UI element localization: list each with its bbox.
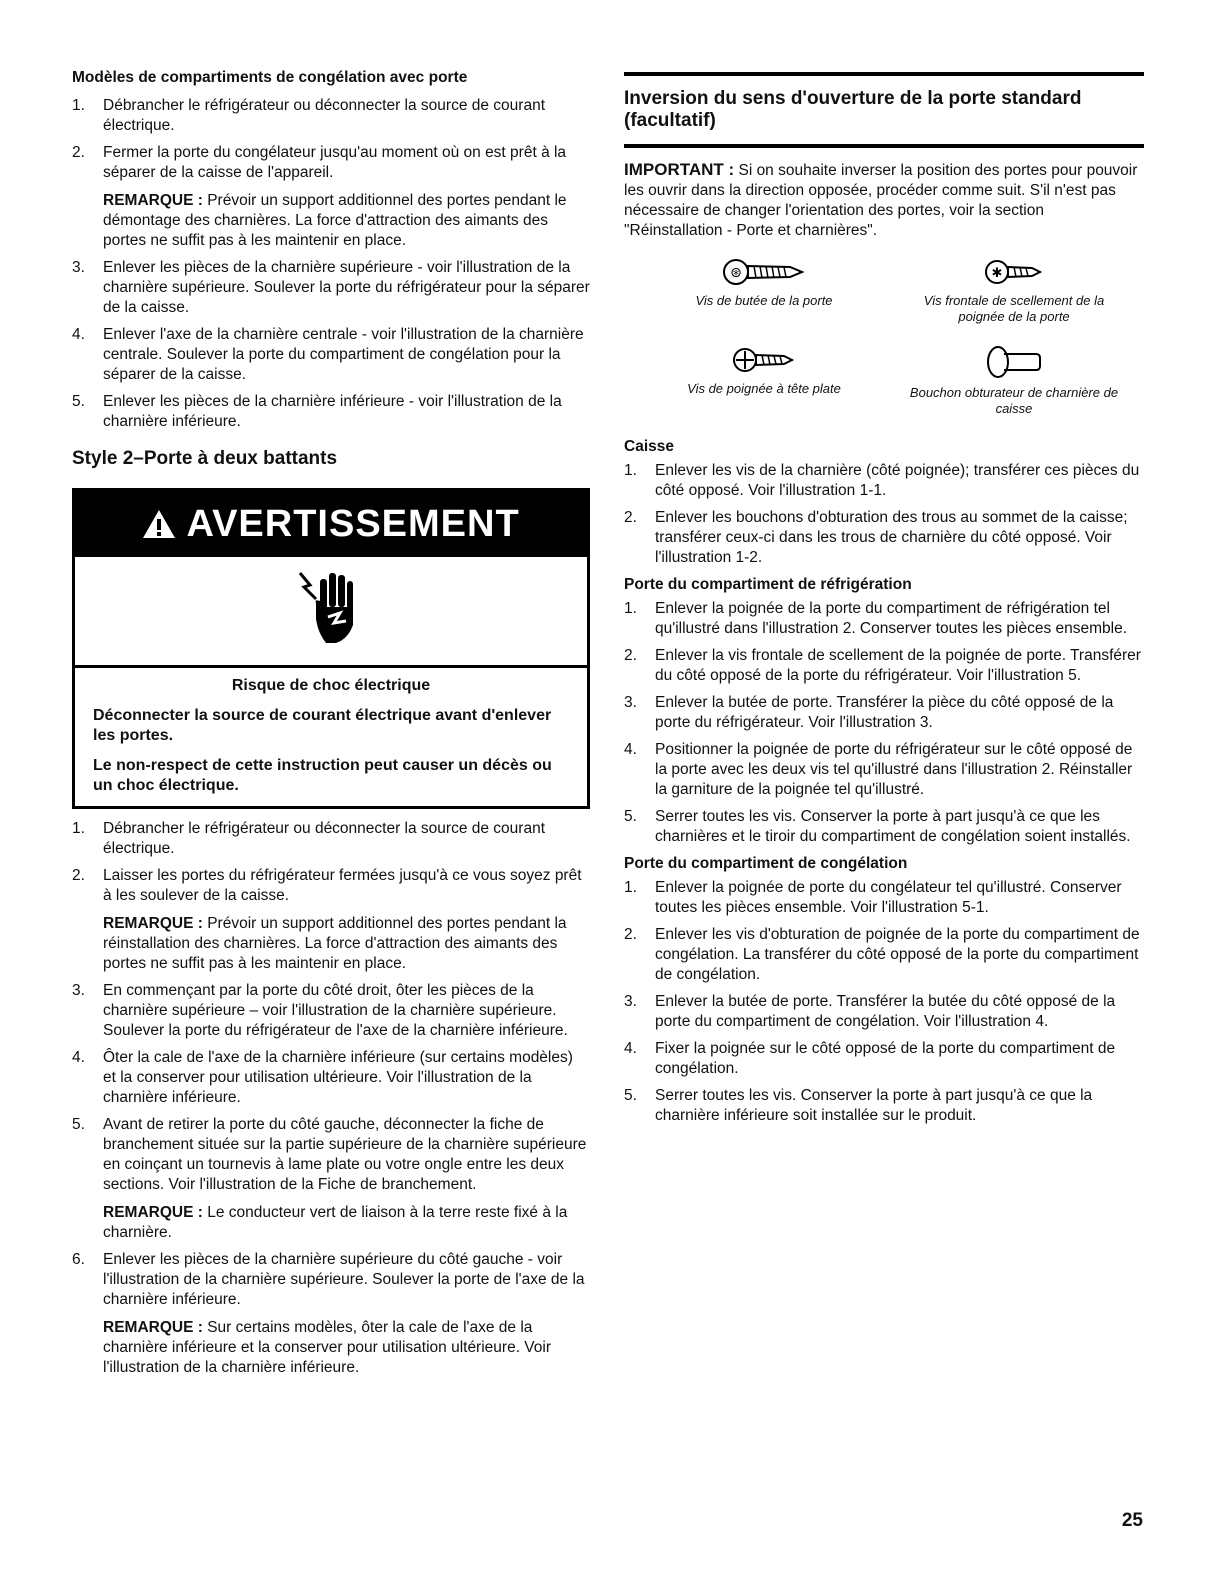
freezer-models-steps xyxy=(72,96,590,432)
list-item: 4. Fixer la poignée sur le côté opposé de la porte du compartiment de congélation. xyxy=(624,1040,1116,1077)
shock-hazard-area xyxy=(75,557,587,668)
refrig-door-heading: Porte du compartiment de réfrigération xyxy=(624,576,912,593)
part-door-stop-screw: ⊛ Vis de butée de la porte xyxy=(664,257,864,309)
warning-header xyxy=(75,491,587,557)
list-item: 1. Enlever les vis de la charnière (côté poignée); transférer ces pièces du côté opposé. Voir l'illustration 1-1. xyxy=(624,462,1140,499)
warning-risk: Risque de choc électrique xyxy=(231,677,431,694)
list-item: 2. Enlever la vis frontale de scellement de la poignée de porte. Transférer du côté opposé de la porte du réfrigérateur. Voir l'illustration 5. xyxy=(624,647,1141,684)
list-item: 5. Enlever les pièces de la charnière inférieure - voir l'illustration de la charnière inférieure. xyxy=(72,393,562,430)
list-item: 1. Débrancher le réfrigérateur ou déconnecter la source de courant électrique. xyxy=(72,97,546,134)
section-title: Inversion du sens d'ouverture de la porte standard (facultatif) xyxy=(624,76,1144,148)
page-number: 25 xyxy=(1121,1510,1143,1531)
list-item: 5. Avant de retirer la porte du côté gauche, déconnecter la fiche de branchement située sur la partie supérieure de la charnière supérieure en coinçant un tournevis à lame plate ou votre ongle entre les deux sections. Voir l'illustration de la Fiche de branchement. REMARQUE : Le conducteur vert de liaison à la terre reste fixé à la charnière. xyxy=(72,1115,590,1243)
style2-heading: Style 2–Porte à deux battants xyxy=(72,448,338,469)
svg-text:⊛: ⊛ xyxy=(730,265,742,281)
important-paragraph: IMPORTANT : Si on souhaite inverser la position des portes pour pouvoir les ouvrir dans la direction opposée, procéder comme suit. S'il n'est pas nécessaire de changer l'orientation des portes, voir la section "Réinstallation - Porte et charnières". xyxy=(624,160,1138,239)
list-item: 6. Enlever les pièces de la charnière supérieure du côté gauche - voir l'illustration de la charnière supérieure. Soulever la porte de l'axe de la charnière inférieure. REMARQUE : Sur certains modèles, ôter la cale de l'axe de la charnière inférieure et la conserver pour utilisation ultérieure. Voir l'illustration de la charnière inférieure. xyxy=(72,1250,590,1378)
warning-body xyxy=(75,668,587,806)
freezer-door-heading: Porte du compartiment de congélation xyxy=(624,855,908,872)
seal-screw-icon xyxy=(904,257,1124,287)
freezer-models-heading: Modèles de compartiments de congélation avec porte xyxy=(72,69,468,86)
note: REMARQUE : Prévoir un support additionnel des portes pendant la réinstallation des charnières. La force d'attraction des aimants des portes ne suffit pas à les maintenir en place. xyxy=(103,915,567,972)
list-item: 1. Enlever la poignée de la porte du compartiment de réfrigération tel qu'illustré dans l'illustration 2. Conserver toutes les pièces ensemble. xyxy=(624,600,1128,637)
list-item: 3. Enlever la butée de porte. Transférer la pièce du côté opposé de la porte du réfrigérateur. Voir l'illustration 3. xyxy=(624,694,1114,731)
electric-shock-hand-icon xyxy=(296,569,366,654)
warning-line-2: Le non-respect de cette instruction peut causer un décès ou un choc électrique. xyxy=(93,757,552,794)
warning-triangle-icon xyxy=(142,503,186,545)
svg-text:✱: ✱ xyxy=(991,266,1003,281)
list-item: 4. Positionner la poignée de porte du réfrigérateur sur le côté opposé de la porte avec les deux vis tel qu'illustré dans l'illustration 2. Réinstaller la garniture de la poignée tel qu'illustré. xyxy=(624,741,1133,798)
list-item: 1. Débrancher le réfrigérateur ou déconnecter la source de courant électrique. xyxy=(72,820,546,857)
list-item: 5. Serrer toutes les vis. Conserver la porte à part jusqu'à ce que la charnière inférieure soit installée sur le produit. xyxy=(624,1087,1093,1124)
list-item: 2. Fermer la porte du congélateur jusqu'au moment où on est prêt à la séparer de la caisse de l'appareil. REMARQUE : Prévoir un support additionnel des portes pendant le démontage des charnières. La force d'attraction des aimants des portes ne suffit pas à les maintenir en place. xyxy=(72,143,590,251)
door-stop-screw-icon xyxy=(664,257,864,287)
caisse-heading: Caisse xyxy=(624,438,674,455)
part-seal-screw: ✱ Vis frontale de scellement de la poignée de la porte xyxy=(904,257,1124,325)
list-item: 2. Enlever les vis d'obturation de poignée de la porte du compartiment de congélation. La transférer du côté opposé de la porte du compartiment de congélation. xyxy=(624,926,1140,983)
caisse-steps xyxy=(624,461,1144,568)
style2-steps xyxy=(72,819,590,1378)
freezer-door-steps xyxy=(624,878,1144,1126)
left-column xyxy=(72,68,590,1385)
warning-box xyxy=(72,488,590,809)
list-item: 3. En commençant par la porte du côté droit, ôter les pièces de la charnière supérieure – voir l'illustration de la charnière supérieure. Soulever la porte du réfrigérateur de l'axe de la charnière inférieure. xyxy=(72,982,568,1039)
note: REMARQUE : Prévoir un support additionnel des portes pendant le démontage des charnières. La force d'attraction des aimants des portes ne suffit pas à les maintenir en place. xyxy=(103,192,567,249)
hinge-plug-icon xyxy=(904,345,1124,379)
warning-line-1: Déconnecter la source de courant électrique avant d'enlever les portes. xyxy=(93,707,552,744)
list-item: 3. Enlever les pièces de la charnière supérieure - voir l'illustration de la charnière supérieure. Soulever la porte du réfrigérateur pour la séparer de la caisse. xyxy=(72,259,590,316)
parts-illustration xyxy=(624,257,1144,437)
flat-head-screw-icon xyxy=(664,345,864,375)
refrig-door-steps xyxy=(624,599,1144,847)
list-item: 5. Serrer toutes les vis. Conserver la porte à part jusqu'à ce que les charnières et le tiroir du compartiment de congélation soient installés. xyxy=(624,808,1131,845)
list-item: 1. Enlever la poignée de porte du congélateur tel qu'illustré. Conserver toutes les pièces ensemble. Voir l'illustration 5-1. xyxy=(624,879,1122,916)
list-item: 4. Ôter la cale de l'axe de la charnière inférieure (sur certains modèles) et la conserver pour utilisation ultérieure. Voir l'illustration de la charnière inférieure. xyxy=(72,1049,573,1106)
part-hinge-plug: Bouchon obturateur de charnière de caisse xyxy=(904,345,1124,417)
list-item: 2. Laisser les portes du réfrigérateur fermées jusqu'à ce vous soyez prêt à les soulever de la caisse. REMARQUE : Prévoir un support additionnel des portes pendant la réinstallation des charnières. La force d'attraction des aimants des portes ne suffit pas à les maintenir en place. xyxy=(72,866,590,974)
list-item: 4. Enlever l'axe de la charnière centrale - voir l'illustration de la charnière centrale. Soulever la porte du compartiment de congélation pour la séparer de la caisse. xyxy=(72,326,584,383)
warning-title: AVERTISSEMENT xyxy=(186,503,520,545)
list-item: 2. Enlever les bouchons d'obturation des trous au sommet de la caisse; transférer ceux-ci dans les trous de charnière du côté opposé. Voir l'illustration 1-2. xyxy=(624,509,1128,566)
list-item: 3. Enlever la butée de porte. Transférer la butée du côté opposé de la porte du compartiment de congélation. Voir l'illustration 4. xyxy=(624,993,1116,1030)
note: REMARQUE : Sur certains modèles, ôter la cale de l'axe de la charnière inférieure et la conserver pour utilisation ultérieure. Voir l'illustration de la charnière inférieure. xyxy=(103,1319,552,1376)
part-flat-head-screw: Vis de poignée à tête plate xyxy=(664,345,864,397)
right-column xyxy=(624,72,1144,1133)
note: REMARQUE : Le conducteur vert de liaison à la terre reste fixé à la charnière. xyxy=(103,1204,568,1241)
